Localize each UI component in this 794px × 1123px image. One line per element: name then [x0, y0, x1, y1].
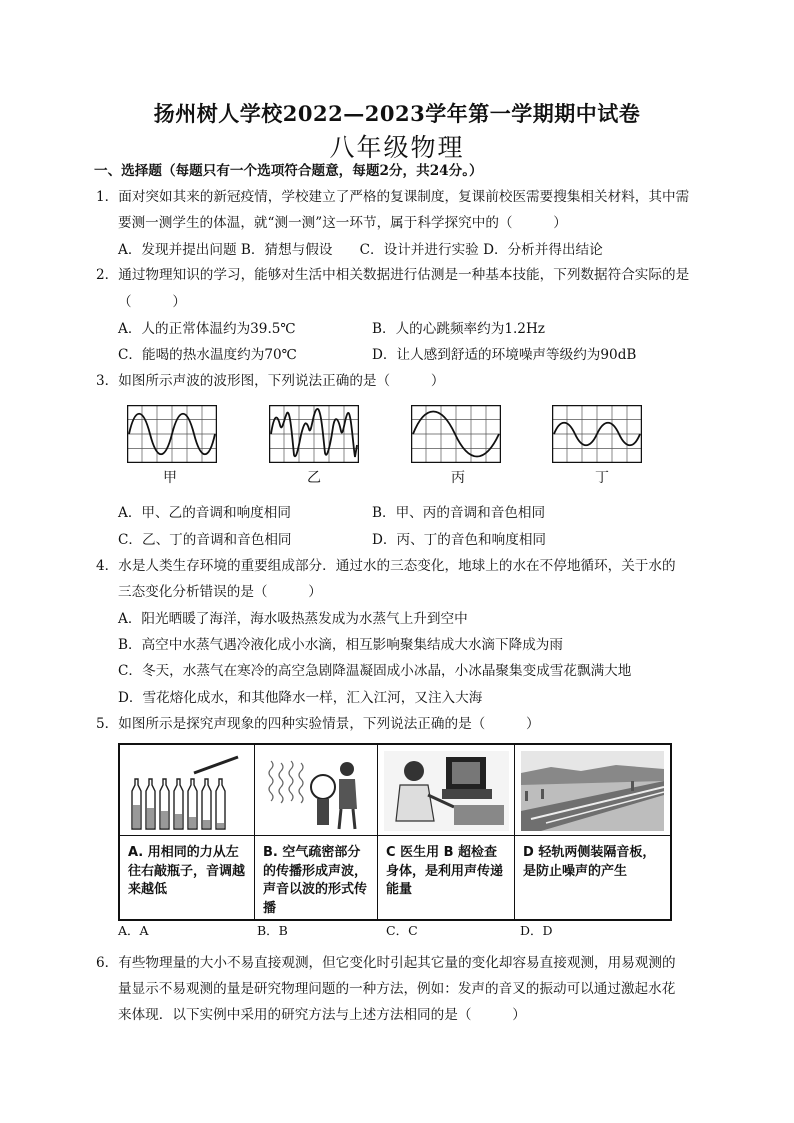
q5-cell-d-text: D 轻轨两侧装隔音板，是防止噪声的产生 — [523, 845, 656, 879]
bottles-illustration — [126, 751, 249, 831]
q3-option-c: C．乙、丁的音调和音色相同 — [118, 532, 292, 548]
exam-title: 扬州树人学校2022—2023学年第一学期期中试卷 — [153, 101, 641, 126]
q5-cell-a-text: A. 用相同的力从左往右敲瓶子，音调越来越低 — [128, 845, 246, 897]
q1-line1: 1．面对突如其来的新冠疫情，学校建立了严格的复课制度，复课前校医需要搜集相关材料，其中需 — [96, 189, 690, 205]
q5-option-b: B．B — [257, 923, 288, 938]
q2-line2: （ ） — [118, 294, 186, 310]
q4-option-a: A．阳光晒暖了海洋，海水吸热蒸发成为水蒸气上升到空中 — [118, 611, 468, 627]
q5-option-c: C．C — [386, 923, 418, 938]
q5-experiment-table — [118, 743, 672, 921]
q5-cell-b — [255, 745, 378, 919]
q4-option-c: C．冬天，水蒸气在寒冷的高空急剧降温凝固成小冰晶，小冰晶聚集变成雪花飘满大地 — [118, 663, 632, 679]
q6-line3: 来体现．以下实例中采用的研究方法与上述方法相同的是（ ） — [118, 1007, 526, 1023]
q3-option-b: B．甲、丙的音调和音色相同 — [372, 505, 546, 521]
q5-option-d: D．D — [520, 923, 553, 938]
waveform-jia — [127, 405, 217, 463]
q4-option-d: D．雪花熔化成水，和其他降水一样，汇入江河，又注入大海 — [118, 690, 483, 706]
waveform-yi — [269, 405, 359, 463]
q4-option-b: B．高空中水蒸气遇冷液化成小水滴，相互影响聚集结成大水滴下降成为雨 — [118, 637, 563, 653]
q4-line1: 4．水是人类生存环境的重要组成部分．通过水的三态变化，地球上的水在不停地循环，关于水的 — [96, 558, 676, 574]
q5-cell-b-text: B. 空气疏密部分的传播形成声波，声音以波的形式传播 — [263, 845, 368, 916]
q2-line1: 2．通过物理知识的学习，能够对生活中相关数据进行估测是一种基本技能，下列数据符合实际的是 — [96, 267, 690, 283]
q3-option-a: A．甲、乙的音调和响度相同 — [118, 505, 291, 521]
light-rail-illustration — [521, 751, 664, 831]
wave-label-jia: 甲 — [163, 470, 177, 486]
section-heading: 一、选择题（每题只有一个选项符合题意，每题2分，共24分。） — [94, 163, 483, 179]
q6-line1: 6．有些物理量的大小不易直接观测，但它变化时引起其它量的变化却容易直接观测，用易观测的 — [96, 955, 676, 971]
q5-cell-d — [515, 745, 670, 919]
q1-options: A．发现并提出问题 B．猜想与假设 C．设计并进行实验 D．分析并得出结论 — [118, 242, 603, 258]
q3-stem: 3．如图所示声波的波形图，下列说法正确的是（ ） — [96, 373, 445, 389]
q5-cell-c — [378, 745, 515, 919]
q6-line2: 量显示不易观测的量是研究物理问题的一种方法，例如：发声的音叉的振动可以通过激起水花 — [118, 981, 676, 997]
q5-stem: 5．如图所示是探究声现象的四种实验情景，下列说法正确的是（ ） — [96, 716, 540, 732]
waveform-ding — [552, 405, 642, 463]
ultrasound-illustration — [384, 751, 509, 831]
q1-line2: 要测一测学生的体温，就“测一测”这一环节，属于科学探究中的（ ） — [118, 215, 567, 231]
waveform-bing — [411, 405, 501, 463]
exam-subtitle: 八年级物理 — [329, 133, 465, 162]
q2-option-b: B．人的心跳频率约为1.2Hz — [372, 321, 545, 337]
q5-cell-a — [120, 745, 255, 919]
q3-option-d: D．丙、丁的音色和响度相同 — [372, 532, 547, 548]
wave-label-yi: 乙 — [307, 470, 321, 486]
q2-option-a: A．人的正常体温约为39.5℃ — [118, 321, 296, 337]
q2-option-c: C．能喝的热水温度约为70℃ — [118, 347, 297, 363]
wave-label-ding: 丁 — [595, 470, 609, 486]
wave-label-bing: 丙 — [451, 470, 465, 486]
q5-cell-c-text: C 医生用 B 超检查身体，是利用声传递能量 — [386, 845, 504, 897]
sound-wave-illustration — [261, 751, 372, 831]
q2-option-d: D．让人感到舒适的环境噪声等级约为90dB — [372, 347, 637, 363]
q5-option-a: A．A — [118, 923, 149, 938]
q4-line2: 三态变化分析错误的是（ ） — [118, 584, 322, 600]
